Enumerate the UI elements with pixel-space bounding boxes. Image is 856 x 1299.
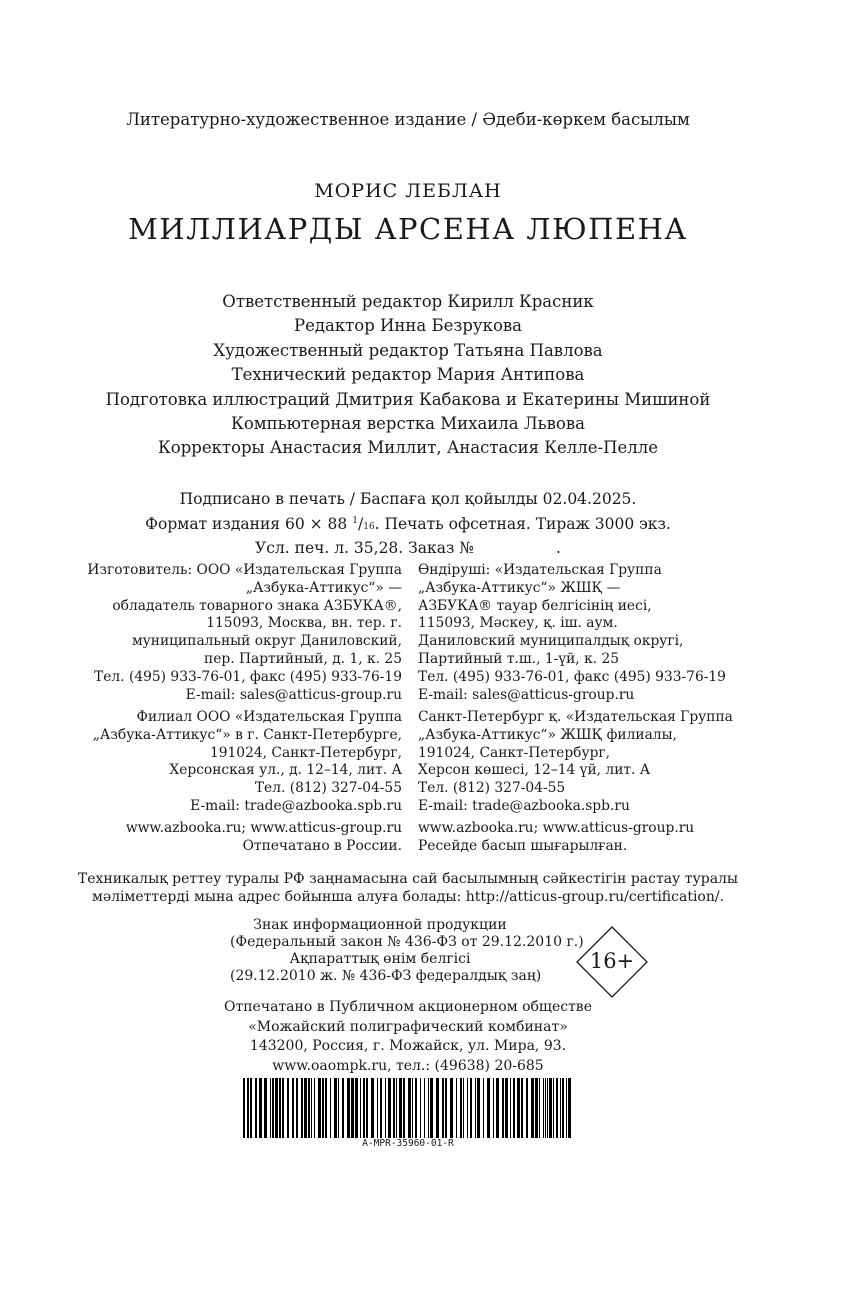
credit-line: Технический редактор Мария Антипова bbox=[231, 365, 585, 385]
text-line: обладатель товарного знака АЗБУКА®, bbox=[112, 597, 402, 614]
manufacturer-kz bbox=[418, 562, 726, 704]
barcode-bar bbox=[250, 1078, 252, 1138]
format-denominator: 16 bbox=[363, 521, 375, 532]
barcode-bar bbox=[385, 1078, 386, 1138]
barcode-bar bbox=[477, 1078, 480, 1138]
branch-ru bbox=[93, 709, 402, 816]
barcode-bar bbox=[526, 1078, 528, 1138]
text-line: Өндіруші: «Издательская Группа bbox=[418, 562, 662, 578]
text-line: 115093, Москва, вн. тер. г. bbox=[206, 615, 402, 632]
text-line: АЗБУКА® тауар белгісінің иесі, bbox=[418, 597, 652, 614]
credit-line: Корректоры Анастасия Миллит, Анастасия Келле-Пелле bbox=[158, 438, 658, 458]
barcode-bar bbox=[424, 1078, 425, 1138]
barcode-bar bbox=[287, 1078, 289, 1138]
text-line: (29.12.2010 ж. № 436-ФЗ федералдық заң) bbox=[230, 968, 542, 984]
text-line: Даниловский муниципалдық округі, bbox=[418, 633, 684, 650]
text-line: Санкт-Петербург қ. «Издательская Группа bbox=[418, 709, 733, 725]
barcode-bar bbox=[342, 1078, 344, 1138]
barcode-bar bbox=[355, 1078, 358, 1138]
web-ru bbox=[126, 820, 402, 856]
web-kz bbox=[418, 820, 694, 856]
text-line: «Можайский полиграфический комбинат» bbox=[248, 1018, 568, 1035]
format-suffix: . Печать офсетная. Тираж 3000 экз. bbox=[374, 514, 671, 533]
barcode-bar bbox=[539, 1078, 540, 1138]
signed-date: Подписано в печать / Баспаға қол қойылды 02.04.2025. bbox=[179, 490, 637, 508]
barcode-bar bbox=[535, 1078, 538, 1138]
barcode-bar bbox=[436, 1078, 439, 1138]
barcode-bar bbox=[393, 1078, 395, 1138]
text-line: муниципальный округ Даниловский, bbox=[131, 633, 402, 650]
barcode-bar bbox=[556, 1078, 558, 1138]
barcode-bar bbox=[505, 1078, 508, 1138]
barcode-bar bbox=[314, 1078, 315, 1138]
text-line: Херсонская ул., д. 12–14, лит. А bbox=[169, 762, 402, 779]
text-line: Тел. (812) 327-04-55 bbox=[254, 780, 402, 797]
barcode-bar bbox=[496, 1078, 499, 1138]
barcode-bar bbox=[502, 1078, 504, 1138]
manufacturer-ru bbox=[87, 562, 402, 704]
barcode-bar bbox=[415, 1078, 417, 1138]
barcode-bar bbox=[322, 1078, 324, 1138]
barcode-bar bbox=[338, 1078, 339, 1138]
credit-line: Компьютерная верстка Михаила Львова bbox=[231, 414, 585, 434]
text-line: „Азбука-Аттикус“» ЖШҚ филиалы, bbox=[418, 726, 677, 743]
barcode-bar bbox=[247, 1078, 249, 1138]
barcode-bar bbox=[456, 1078, 457, 1138]
barcode-bar bbox=[568, 1078, 571, 1138]
barcode-bar bbox=[318, 1078, 321, 1138]
barcode-label: A-MPR-35960-01-R bbox=[362, 1138, 454, 1149]
barcode-bar bbox=[493, 1078, 494, 1138]
credit-line: Художественный редактор Татьяна Павлова bbox=[213, 340, 603, 360]
tech-regulation bbox=[0, 870, 816, 906]
genre-line: Литературно-художественное издание / Әдеби-көркем басылым bbox=[126, 110, 690, 129]
order-end: . bbox=[556, 539, 561, 558]
barcode-bar bbox=[463, 1078, 464, 1138]
barcode-bar bbox=[351, 1078, 354, 1138]
barcode-bar bbox=[308, 1078, 310, 1138]
barcode-bar bbox=[510, 1078, 511, 1138]
barcode-bar bbox=[517, 1078, 520, 1138]
barcode-bar bbox=[460, 1078, 462, 1138]
barcode-bar bbox=[487, 1078, 490, 1138]
text-line: Техникалық реттеу туралы РФ заңнамасына сай басылымның сәйкестігін растау туралы bbox=[77, 871, 739, 887]
text-line: 191024, Санкт-Петербург, bbox=[209, 744, 402, 761]
text-line: www.azbooka.ru; www.atticus-group.ru bbox=[418, 820, 695, 836]
publication-info bbox=[0, 489, 816, 560]
text-line: Ақпараттық өнім белгісі bbox=[289, 951, 471, 967]
credit-line: Редактор Инна Безрукова bbox=[293, 316, 523, 336]
barcode-bar bbox=[483, 1078, 484, 1138]
barcode-bar bbox=[442, 1078, 444, 1138]
barcode-bar bbox=[521, 1078, 523, 1138]
age-rating-badge bbox=[576, 926, 648, 998]
barcode-bar bbox=[296, 1078, 298, 1138]
text-line: мәліметтерді мына адрес бойынша алуға болады: http://atticus-group.ru/certification/. bbox=[91, 889, 725, 905]
text-line: www.azbooka.ru; www.atticus-group.ru bbox=[125, 820, 402, 836]
order-text: Усл. печ. л. 35,28. Заказ № bbox=[255, 539, 475, 558]
barcode-bar bbox=[282, 1078, 284, 1138]
barcode-bar bbox=[330, 1078, 331, 1138]
text-line: Ресейде басып шығарылған. bbox=[418, 837, 628, 854]
text-line: „Азбука-Аттикус“» — bbox=[245, 579, 402, 596]
barcode-bar bbox=[470, 1078, 472, 1138]
barcode-bar bbox=[377, 1078, 378, 1138]
text-line: Херсон көшесі, 12–14 үй, лит. А bbox=[418, 762, 651, 779]
credit-line: Подготовка иллюстраций Дмитрия Кабакова и Екатерины Мишиной bbox=[105, 389, 711, 409]
text-line: www.oaompk.ru, тел.: (49638) 20-685 bbox=[272, 1057, 544, 1074]
text-line: Отпечатано в России. bbox=[242, 837, 402, 854]
barcode-bar bbox=[243, 1078, 245, 1138]
barcode-bar bbox=[475, 1078, 476, 1138]
barcode bbox=[243, 1078, 573, 1138]
barcode-bar bbox=[292, 1078, 294, 1138]
text-line: E-mail: sales@atticus-group.ru bbox=[418, 686, 635, 703]
barcode-bar bbox=[334, 1078, 337, 1138]
barcode-bar bbox=[547, 1078, 548, 1138]
barcode-bar bbox=[255, 1078, 257, 1138]
barcode-bar bbox=[396, 1078, 397, 1138]
barcode-bar bbox=[543, 1078, 544, 1138]
barcode-bar bbox=[380, 1078, 382, 1138]
barcode-bar bbox=[420, 1078, 421, 1138]
barcode-bar bbox=[270, 1078, 271, 1138]
barcode-bar bbox=[412, 1078, 413, 1138]
text-line: пер. Партийный, д. 1, к. 25 bbox=[204, 650, 402, 667]
format-numerator: 1 bbox=[352, 515, 358, 526]
barcode-bar bbox=[566, 1078, 567, 1138]
text-line: Партийный т.ш., 1-үй, к. 25 bbox=[418, 650, 620, 667]
barcode-bar bbox=[545, 1078, 546, 1138]
barcode-bar bbox=[467, 1078, 468, 1138]
barcode-bar bbox=[513, 1078, 515, 1138]
barcode-bar bbox=[325, 1078, 327, 1138]
barcode-bar bbox=[371, 1078, 374, 1138]
barcode-bar bbox=[560, 1078, 561, 1138]
text-line: E-mail: trade@azbooka.spb.ru bbox=[190, 797, 402, 814]
barcode-bar bbox=[403, 1078, 405, 1138]
text-line: E-mail: trade@azbooka.spb.ru bbox=[418, 797, 630, 814]
barcode-bar bbox=[562, 1078, 564, 1138]
barcode-bar bbox=[363, 1078, 365, 1138]
text-line: Тел. (812) 327-04-55 bbox=[418, 780, 566, 797]
barcode-bar bbox=[445, 1078, 447, 1138]
age-rating-label: 16+ bbox=[589, 949, 635, 973]
barcode-bar bbox=[272, 1078, 274, 1138]
barcode-bar bbox=[366, 1078, 368, 1138]
text-line: Тел. (495) 933-76-01, факс (495) 933-76-19 bbox=[94, 668, 402, 685]
barcode-bar bbox=[553, 1078, 554, 1138]
order-line bbox=[0, 538, 816, 560]
credit-line: Ответственный редактор Кирилл Красник bbox=[222, 292, 594, 311]
barcode-bar bbox=[430, 1078, 433, 1138]
branch-kz bbox=[418, 709, 733, 816]
text-line: 191024, Санкт-Петербург, bbox=[418, 744, 611, 761]
text-line: Изготовитель: ООО «Издательская Группа bbox=[87, 562, 402, 578]
text-line: „Азбука-Аттикус“» ЖШҚ — bbox=[418, 579, 621, 596]
text-line: „Азбука-Аттикус“» в г. Санкт-Петербурге, bbox=[92, 726, 402, 743]
text-line: Отпечатано в Публичном акционерном обществе bbox=[224, 999, 592, 1015]
barcode-bar bbox=[311, 1078, 312, 1138]
barcode-bar bbox=[408, 1078, 411, 1138]
text-line: (Федеральный закон № 436-ФЗ от 29.12.2010 г.) bbox=[230, 934, 584, 950]
info-sign-text bbox=[230, 917, 584, 985]
credits-block bbox=[0, 290, 816, 461]
text-line: Знак информационной продукции bbox=[253, 917, 507, 933]
barcode-bar bbox=[399, 1078, 402, 1138]
barcode-bar bbox=[264, 1078, 267, 1138]
book-title: МИЛЛИАРДЫ АРСЕНА ЛЮПЕНА bbox=[128, 212, 688, 246]
barcode-bar bbox=[388, 1078, 391, 1138]
barcode-bar bbox=[304, 1078, 307, 1138]
barcode-bar bbox=[549, 1078, 552, 1138]
format-line: Формат издания 60 × 88 $^1$/16. Печать офсетная. Тираж 3000 экз. bbox=[145, 514, 671, 533]
text-line: Филиал ООО «Издательская Группа bbox=[136, 709, 402, 725]
text-line: 115093, Мәскеу, қ. іш. аум. bbox=[418, 615, 618, 632]
barcode-bar bbox=[347, 1078, 350, 1138]
barcode-bar bbox=[450, 1078, 453, 1138]
author-name: МОРИС ЛЕБЛАН bbox=[314, 180, 502, 202]
barcode-bar bbox=[259, 1078, 262, 1138]
barcode-bar bbox=[360, 1078, 361, 1138]
text-line: Тел. (495) 933-76-01, факс (495) 933-76-19 bbox=[418, 668, 726, 685]
barcode-bar bbox=[531, 1078, 534, 1138]
barcode-bar bbox=[279, 1078, 281, 1138]
format-prefix: Формат издания 60 × 88 bbox=[145, 514, 353, 533]
barcode-bar bbox=[301, 1078, 303, 1138]
text-line: E-mail: sales@atticus-group.ru bbox=[185, 686, 402, 703]
printer-info bbox=[0, 998, 816, 1076]
text-line: 143200, Россия, г. Можайск, ул. Мира, 93. bbox=[249, 1038, 567, 1054]
barcode-bar bbox=[275, 1078, 278, 1138]
barcode-bar bbox=[428, 1078, 429, 1138]
